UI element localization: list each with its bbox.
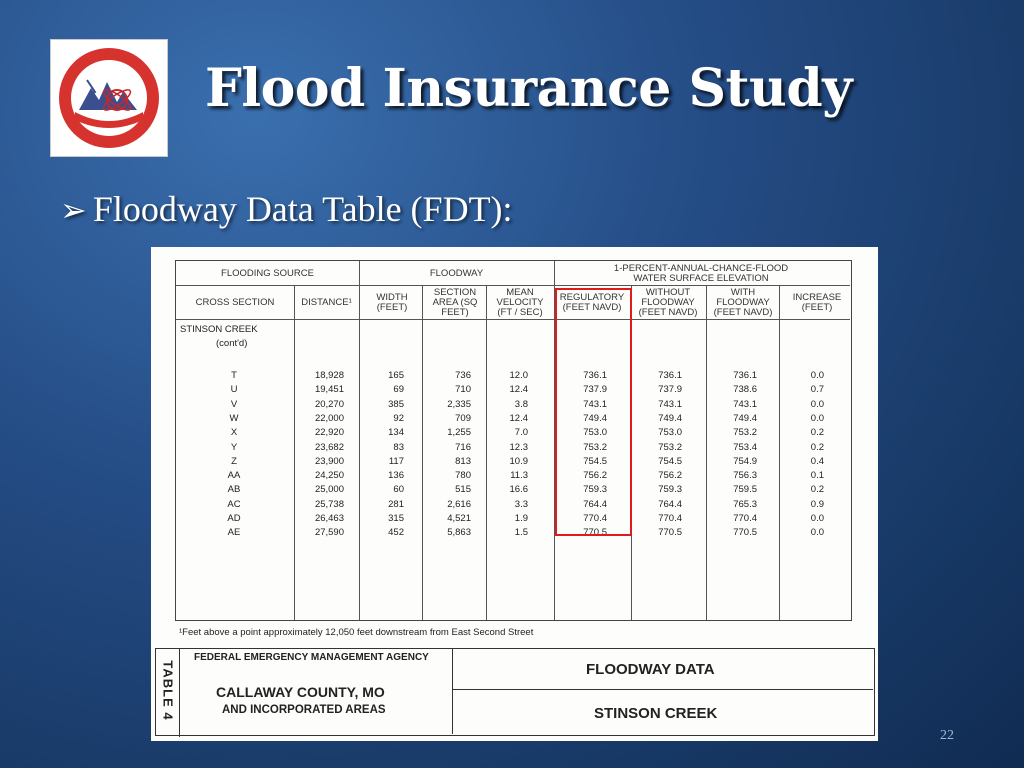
table-cell: 22,920 (314, 427, 344, 439)
table-cell: 743.1 (583, 398, 607, 410)
table-cell: 452 (388, 527, 404, 539)
slide-title: Flood Insurance Study (205, 58, 852, 119)
bullet-item (60, 188, 513, 230)
table-cell: 23,900 (314, 455, 344, 467)
col-distance: DISTANCE¹ (301, 297, 352, 308)
table-cell: 1.5 (514, 527, 528, 539)
table-cell: 7.0 (514, 427, 528, 439)
table-cell: 770.4 (733, 513, 757, 524)
table-cell: 4,521 (447, 513, 471, 524)
table-cell: 764.4 (583, 498, 607, 510)
col-mean-velocity: MEAN VELOCITY (FT / SEC) (496, 287, 544, 318)
table-cell: 11.3 (510, 470, 528, 482)
table-cell: 770.4 (583, 513, 607, 524)
table-cell: 0.9 (810, 498, 824, 510)
cross-section-id: V (230, 398, 238, 410)
table-cell: 20,270 (314, 398, 344, 410)
table-cell: 315 (388, 513, 404, 524)
table-cell: 738.6 (733, 384, 757, 396)
col-increase: INCREASE (FEET) (792, 292, 842, 313)
table-cell: 18,928 (314, 370, 344, 381)
table-cell: 27,590 (314, 527, 344, 539)
table-cell: 26,463 (314, 513, 344, 524)
table-number-label: TABLE 4 (160, 660, 176, 721)
cross-section-id: AA (227, 470, 241, 482)
county-name: CALLAWAY COUNTY, MO (216, 684, 385, 700)
table-cell: 12.0 (509, 370, 528, 381)
table-cell: 756.2 (583, 470, 607, 482)
table-cell: 1.9 (514, 513, 528, 524)
table-cell: 385 (388, 398, 404, 410)
table-cell: 0.2 (810, 441, 824, 453)
cross-section-id: Z (231, 455, 237, 467)
cross-section-id: T (231, 370, 237, 381)
table-cell: 3.8 (514, 398, 528, 410)
table-cell: 10.9 (509, 455, 528, 467)
table-cell: 0.2 (810, 484, 824, 496)
cross-section-id: AE (227, 527, 241, 539)
table-cell: 12.4 (509, 384, 528, 396)
header-elevation: 1-PERCENT-ANNUAL-CHANCE-FLOOD WATER SURFACE ELEVATION (613, 263, 789, 284)
table-cell: 759.3 (583, 484, 607, 496)
cross-section-id: AB (227, 484, 241, 496)
table-cell: 0.4 (810, 455, 824, 467)
source-name: STINSON CREEK (180, 324, 258, 335)
table-cell: 813 (455, 455, 471, 467)
table-cell: 764.4 (658, 498, 682, 510)
table-cell: 737.9 (583, 384, 607, 396)
table-cell: 736.1 (658, 370, 682, 381)
table-cell: 736.1 (583, 370, 607, 381)
table-cell: 756.2 (658, 470, 682, 482)
table-cell: 770.5 (733, 527, 757, 539)
table-cell: 83 (393, 441, 404, 453)
fdt-table (175, 260, 852, 621)
table-cell: 737.9 (658, 384, 682, 396)
table-cell: 0.0 (810, 513, 824, 524)
table-cell: 754.5 (658, 455, 682, 467)
table-number (156, 649, 180, 737)
header-flooding-source: FLOODING SOURCE (221, 268, 314, 279)
col-section-area: SECTION AREA (SQ FEET) (432, 287, 478, 318)
source-cont: (cont'd) (216, 338, 248, 349)
table-cell: 710 (455, 384, 471, 396)
table-cell: 749.4 (733, 412, 757, 424)
table-cell: 0.1 (810, 470, 824, 482)
sema-logo (50, 39, 168, 157)
table-cell: 749.4 (583, 412, 607, 424)
table-cell: 765.3 (733, 498, 757, 510)
table-cell: 0.2 (810, 427, 824, 439)
agency-name: FEDERAL EMERGENCY MANAGEMENT AGENCY (194, 652, 429, 663)
cross-section-id: X (230, 427, 238, 439)
table-cell: 19,451 (314, 384, 344, 396)
table-cell: 770.5 (658, 527, 682, 539)
table-cell: 754.5 (583, 455, 607, 467)
regulatory-highlight-box (555, 288, 632, 539)
cross-section-id: W (229, 412, 239, 424)
header-floodway: FLOODWAY (429, 268, 484, 279)
table-cell: 753.2 (658, 441, 682, 453)
col-with-floodway: WITH FLOODWAY (FEET NAVD) (713, 287, 773, 318)
sema-seal-icon (51, 40, 167, 156)
stream-name: STINSON CREEK (594, 705, 718, 722)
cross-section-id: AD (227, 513, 241, 524)
table-cell: 753.2 (583, 441, 607, 453)
table-cell: 770.4 (658, 513, 682, 524)
table-cell: 0.7 (810, 384, 824, 396)
table-cell: 770.5 (583, 527, 607, 539)
table-cell: 759.3 (658, 484, 682, 496)
col-without-floodway: WITHOUT FLOODWAY (FEET NAVD) (638, 287, 698, 318)
slide-number: 22 (940, 728, 954, 743)
floodway-data-title: FLOODWAY DATA (586, 661, 715, 678)
table-cell: 117 (388, 455, 404, 467)
col-regulatory: REGULATORY (FEET NAVD) (559, 292, 625, 313)
table-cell: 12.3 (509, 441, 528, 453)
floodway-data-table-image (151, 247, 878, 741)
incorporated-areas: AND INCORPORATED AREAS (222, 704, 386, 716)
table-cell: 515 (455, 484, 471, 496)
cross-section-id: U (230, 384, 238, 396)
table-cell: 2,616 (447, 498, 471, 510)
table-cell: 3.3 (514, 498, 528, 510)
table-cell: 736.1 (733, 370, 757, 381)
table-cell: 709 (455, 412, 471, 424)
table-cell: 753.0 (583, 427, 607, 439)
bullet-text: Floodway Data Table (FDT): (92, 189, 513, 229)
table-cell: 16.6 (509, 484, 528, 496)
table-cell: 25,000 (314, 484, 344, 496)
footnote: ¹Feet above a point approximately 12,050 feet downstream from East Second Street (179, 627, 534, 638)
table-cell: 743.1 (733, 398, 757, 410)
table-cell: 22,000 (314, 412, 344, 424)
table-cell: 0.0 (810, 412, 824, 424)
table-cell: 281 (388, 498, 404, 510)
table-cell: 134 (388, 427, 404, 439)
table-cell: 0.0 (810, 527, 824, 539)
table-cell: 716 (455, 441, 471, 453)
table-cell: 1,255 (447, 427, 471, 439)
table-cell: 753.4 (733, 441, 757, 453)
table-cell: 92 (393, 412, 404, 424)
table-cell: 754.9 (733, 455, 757, 467)
title-block (155, 648, 875, 736)
table-cell: 753.0 (658, 427, 682, 439)
table-cell: 165 (388, 370, 404, 381)
table-cell: 60 (393, 484, 404, 496)
table-cell: 12.4 (509, 412, 528, 424)
table-cell: 69 (393, 384, 404, 396)
table-cell: 743.1 (658, 398, 682, 410)
table-cell: 753.2 (733, 427, 757, 439)
cross-section-id: Y (230, 441, 238, 453)
table-cell: 736 (455, 370, 471, 381)
table-cell: 136 (388, 470, 404, 482)
table-cell: 0.0 (810, 398, 824, 410)
table-cell: 759.5 (733, 484, 757, 496)
col-width: WIDTH (FEET) (376, 292, 408, 313)
table-cell: 23,682 (314, 441, 344, 453)
arrow-bullet-icon: ➢ (60, 191, 87, 229)
col-cross-section: CROSS SECTION (195, 297, 275, 308)
table-cell: 756.3 (733, 470, 757, 482)
table-cell: 780 (455, 470, 471, 482)
table-cell: 25,738 (314, 498, 344, 510)
table-cell: 24,250 (314, 470, 344, 482)
table-cell: 0.0 (810, 370, 824, 381)
cross-section-id: AC (227, 498, 241, 510)
table-cell: 749.4 (658, 412, 682, 424)
table-cell: 2,335 (447, 398, 471, 410)
table-cell: 5,863 (447, 527, 471, 539)
